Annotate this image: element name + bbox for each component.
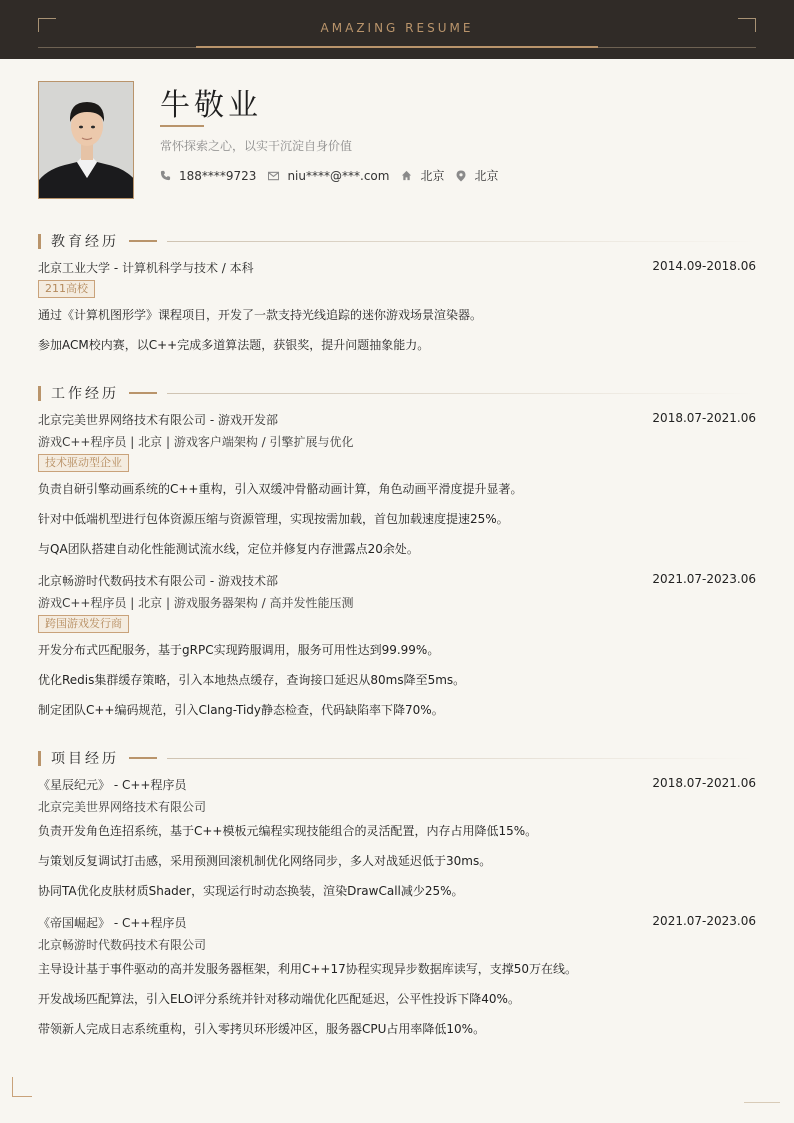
- education-entry: [38, 259, 756, 276]
- education-bullet: 通过《计算机图形学》课程项目，开发了一款支持光线追踪的迷你游戏场景渲染器。: [38, 308, 483, 322]
- project-bullet: 开发战场匹配算法，引入ELO评分系统并针对移动端优化匹配延迟，公平性投诉下降40%。: [38, 992, 520, 1006]
- job-date: 2021.07-2023.06: [652, 572, 756, 586]
- contact-email: [268, 169, 389, 183]
- section-header-work: [38, 383, 756, 403]
- project-bullet: 与策划反复调试打击感，采用预测回滚机制优化网络同步，多人对战延迟低于30ms。: [38, 854, 492, 868]
- contact-target-city: [456, 167, 498, 184]
- project-company: 北京畅游时代数码技术有限公司: [38, 938, 207, 952]
- job-bullet: 与QA团队搭建自动化性能测试流水线，定位并修复内存泄露点20余处。: [38, 542, 419, 556]
- project-date: 2021.07-2023.06: [652, 914, 756, 928]
- section-title: 工作经历: [51, 386, 119, 402]
- job-tag: 技术驱动型企业: [38, 454, 129, 472]
- job-tag: 跨国游戏发行商: [38, 615, 129, 633]
- contact-list: [160, 167, 510, 184]
- header-title: AMAZING RESUME: [320, 21, 474, 35]
- job-role: 游戏C++程序员 | 北京 | 游戏客户端架构 / 引擎扩展与优化: [38, 435, 354, 449]
- section-header-projects: [38, 748, 756, 768]
- section-title: 项目经历: [51, 751, 119, 767]
- job-bullet: 开发分布式匹配服务，基于gRPC实现跨服调用，服务可用性达到99.99%。: [38, 643, 440, 657]
- job-entry: [38, 572, 756, 589]
- phone-icon: [160, 170, 171, 181]
- phone-number: 188****9723: [179, 168, 257, 183]
- corner-ornament-bottom-left: [12, 1077, 32, 1097]
- section-header-education: [38, 231, 756, 251]
- name-underline: [160, 125, 204, 127]
- candidate-name: 牛敬业: [160, 88, 262, 123]
- project-company: 北京完美世界网络技术有限公司: [38, 800, 207, 814]
- section-title: 教育经历: [51, 234, 119, 250]
- project-bullet: 带领新人完成日志系统重构，引入零拷贝环形缓冲区，服务器CPU占用率降低10%。: [38, 1022, 486, 1036]
- contact-location: [401, 167, 444, 184]
- project-entry: [38, 914, 756, 931]
- project-bullet: 协同TA优化皮肤材质Shader，实现运行时动态换装，渲染DrawCall减少25%。: [38, 884, 464, 898]
- section-accent-line: [129, 757, 157, 759]
- avatar: [38, 81, 134, 199]
- section-divider: [167, 241, 756, 242]
- section-divider: [167, 393, 756, 394]
- education-bullet: 参加ACM校内赛，以C++完成多道算法题，获银奖，提升问题抽象能力。: [38, 338, 430, 352]
- job-bullet: 优化Redis集群缓存策略，引入本地热点缓存，查询接口延迟从80ms降至5ms。: [38, 673, 466, 687]
- education-tag: 211高校: [38, 280, 95, 298]
- section-accent-line: [129, 240, 157, 242]
- footer-ornament-line: [744, 1102, 780, 1103]
- job-bullet: 制定团队C++编码规范，引入Clang-Tidy静态检查，代码缺陷率下降70%。: [38, 703, 444, 717]
- education-date: 2014.09-2018.06: [652, 259, 756, 273]
- project-entry: [38, 776, 756, 793]
- section-accent-line: [129, 392, 157, 394]
- section-marker: [38, 751, 41, 766]
- job-bullet: 负责自研引擎动画系统的C++重构，引入双缓冲骨骼动画计算，角色动画平滑度提升显著。: [38, 482, 523, 496]
- job-company: 北京畅游时代数码技术有限公司 - 游戏技术部: [38, 574, 278, 588]
- project-name: 《星辰纪元》 - C++程序员: [38, 778, 187, 792]
- job-entry: [38, 411, 756, 428]
- project-name: 《帝国崛起》 - C++程序员: [38, 916, 187, 930]
- job-bullet: 针对中低端机型进行包体资源压缩与资源管理，实现按需加载，首包加载速度提速25%。: [38, 512, 509, 526]
- map-pin-icon: [456, 170, 466, 182]
- job-company: 北京完美世界网络技术有限公司 - 游戏开发部: [38, 413, 278, 427]
- school-line: 北京工业大学 - 计算机科学与技术 / 本科: [38, 261, 254, 275]
- email-address: niu****@***.com: [287, 168, 390, 183]
- contact-phone: [160, 169, 256, 183]
- header-divider-accent: [196, 46, 598, 48]
- mail-icon: [268, 171, 279, 181]
- home-icon: [401, 170, 412, 181]
- section-marker: [38, 386, 41, 401]
- section-marker: [38, 234, 41, 249]
- job-date: 2018.07-2021.06: [652, 411, 756, 425]
- motto: 常怀探索之心，以实干沉淀自身价值: [160, 139, 353, 153]
- location-text: 北京: [420, 169, 445, 183]
- project-bullet: 主导设计基于事件驱动的高并发服务器框架，利用C++17协程实现异步数据库读写，支撑50万在线。: [38, 962, 578, 976]
- target-city-text: 北京: [474, 169, 499, 183]
- section-divider: [167, 758, 756, 759]
- job-role: 游戏C++程序员 | 北京 | 游戏服务器架构 / 高并发性能压测: [38, 596, 354, 610]
- project-bullet: 负责开发角色连招系统，基于C++模板元编程实现技能组合的灵活配置，内存占用降低15%。: [38, 824, 538, 838]
- project-date: 2018.07-2021.06: [652, 776, 756, 790]
